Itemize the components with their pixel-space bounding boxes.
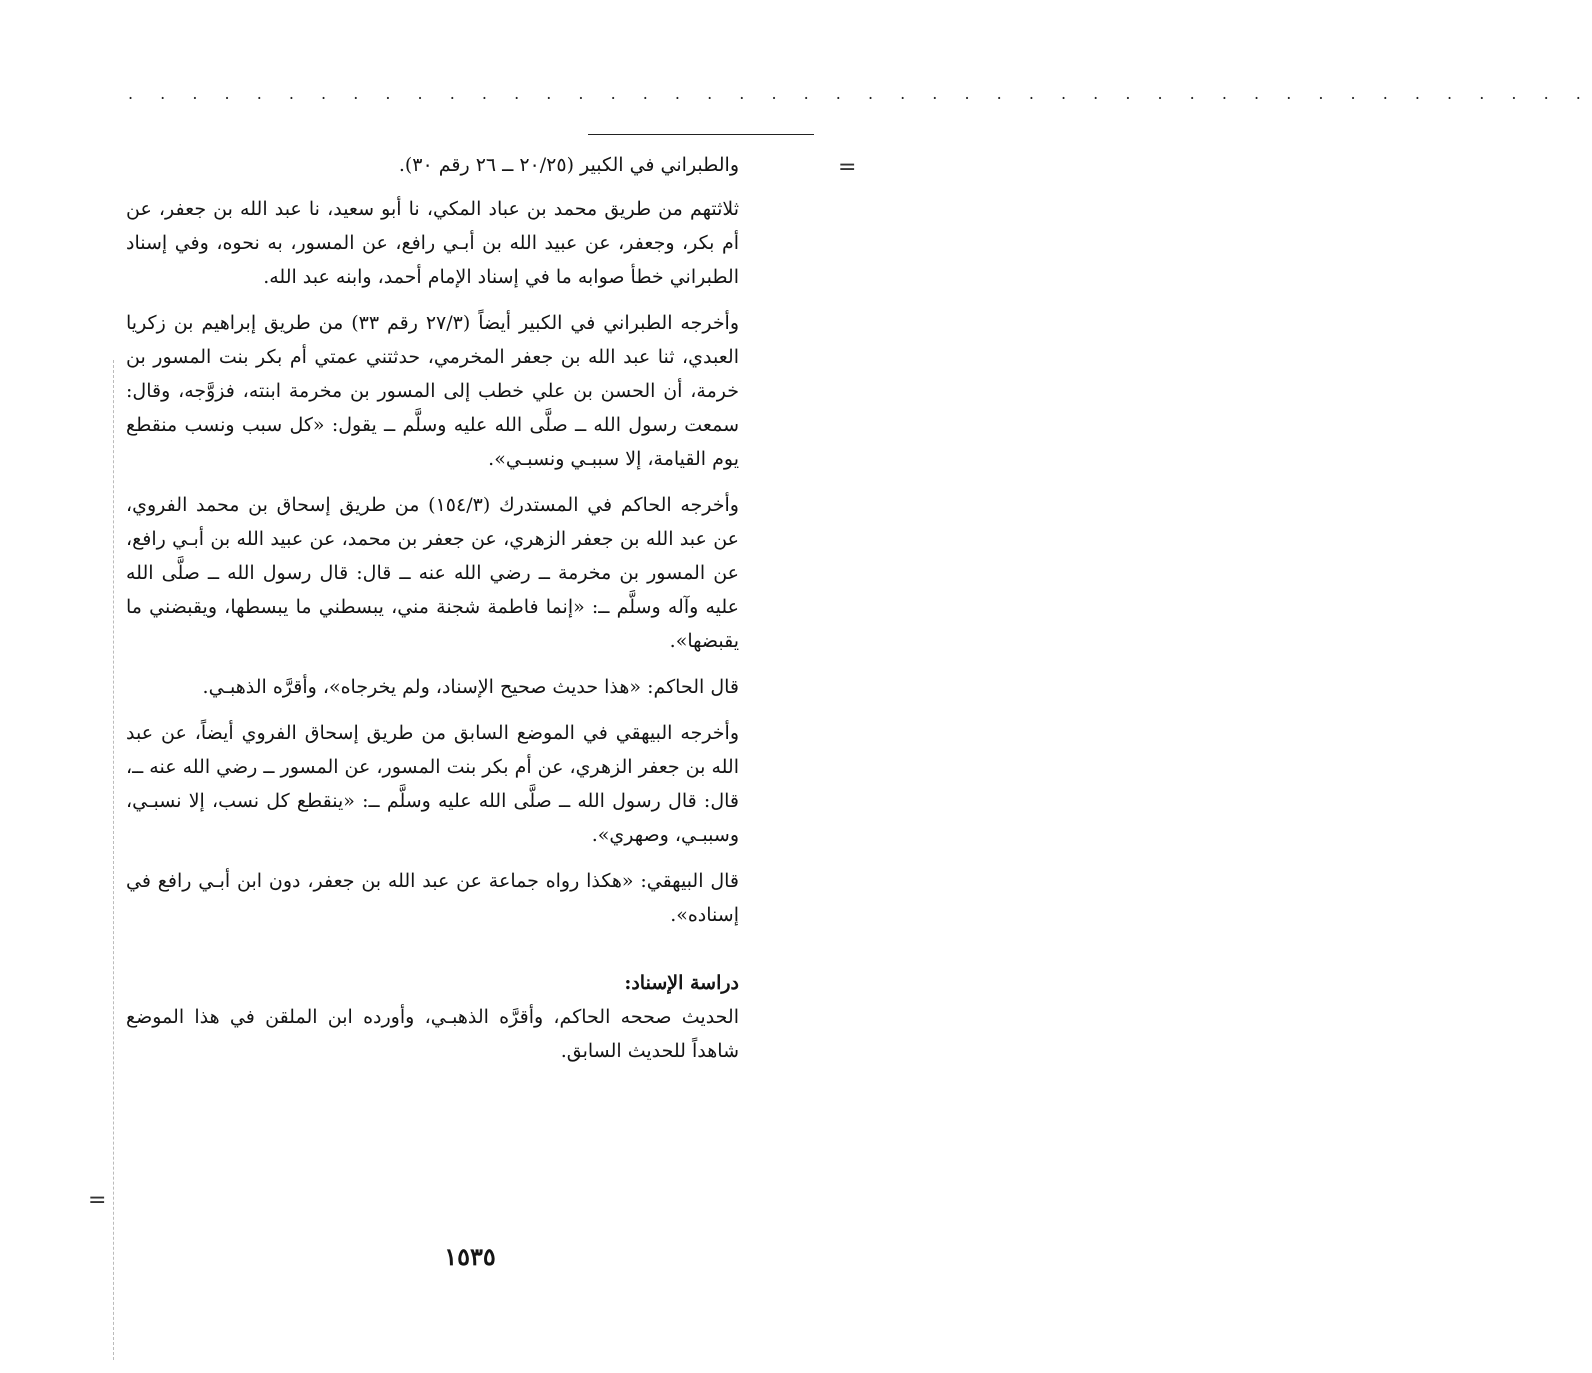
paragraph-6: وأخرجه البيهقي في الموضع السابق من طريق إسحاق الفروي أيضاً، عن عبد الله بن جعفر الزهري، عن أم بكر بنت المسور، عن المسور ــ رضي الله عنه ــ، قال: قال رسول الله ــ صلَّى الله عليه وسلَّم ــ: «ينقطع كل نسب، إلا نسبـي، وسببـي، وصهري». bbox=[125, 722, 739, 846]
margin-mark-top: = bbox=[838, 155, 857, 180]
margin-mark-bottom: = bbox=[88, 1188, 107, 1213]
paragraph-7: قال البيهقي: «هكذا رواه جماعة عن عبد الله بن جعفر، دون ابن أبـي رافع في إسناده». bbox=[126, 870, 739, 926]
binding-edge-line bbox=[113, 360, 114, 1360]
footnote-rule bbox=[588, 134, 814, 135]
paragraph-2: ثلاثتهم من طريق محمد بن عباد المكي، نا أبو سعيد، نا عبد الله بن جعفر، عن أم بكر، وجعفر، عن عبيد الله بن أبـي رافع، عن المسور، به نحوه، وفي إسناد الطبراني خطأ صوابه ما في إسناد الإمام أحمد، وابنه عبد الله. bbox=[126, 198, 739, 288]
section-heading: دراسة الإسناد: bbox=[624, 972, 739, 994]
paragraph-1: والطبراني في الكبير (٢٠/٢٥ ــ ٢٦ رقم ٣٠). bbox=[398, 154, 739, 176]
dotted-separator: . . . . . . . . . . . . . . . . . . . . . . . . . . . . . . . . . . . . . . . . . . . . . . bbox=[128, 84, 1592, 103]
page-number: ١٥٣٥ bbox=[444, 1242, 496, 1271]
paragraph-3: وأخرجه الطبراني في الكبير أيضاً (٢٧/٣ رقم ٣٣) من طريق إبراهيم بن زكريا العبدي، ثنا عبد الله بن جعفر المخرمي، حدثتني عمتي أم بكر بنت المسور بن خرمة، أن الحسن بن علي خطب إلى المسور بن مخرمة ابنته، فزوَّجه، وقال: سمعت رسول الله ــ صلَّى الله عليه وسلَّم ــ يقول: «كل سبب ونسب منقطع يوم القيامة، إلا سببـي ونسبـي». bbox=[126, 312, 740, 470]
paragraph-4: وأخرجه الحاكم في المستدرك (١٥٤/٣) من طريق إسحاق بن محمد الفروي، عن عبد الله بن جعفر الزهري، عن جعفر بن محمد، عن عبيد الله بن أبـي رافع، عن المسور بن مخرمة ــ رضي الله عنه ــ قال: قال رسول الله ــ صلَّى الله عليه وآله وسلَّم ــ: «إنما فاطمة شجنة مني، يبسطني ما يبسطها، ويقبضني ما يقبضها». bbox=[126, 494, 739, 652]
footnote-text bbox=[126, 148, 739, 1080]
study-paragraph: الحديث صححه الحاكم، وأقرَّه الذهبـي، وأورده ابن الملقن في هذا الموضع شاهداً للحديث السابق. bbox=[126, 1006, 739, 1062]
paragraph-5: قال الحاكم: «هذا حديث صحيح الإسناد، ولم يخرجاه»، وأقرَّه الذهبـي. bbox=[202, 676, 739, 698]
